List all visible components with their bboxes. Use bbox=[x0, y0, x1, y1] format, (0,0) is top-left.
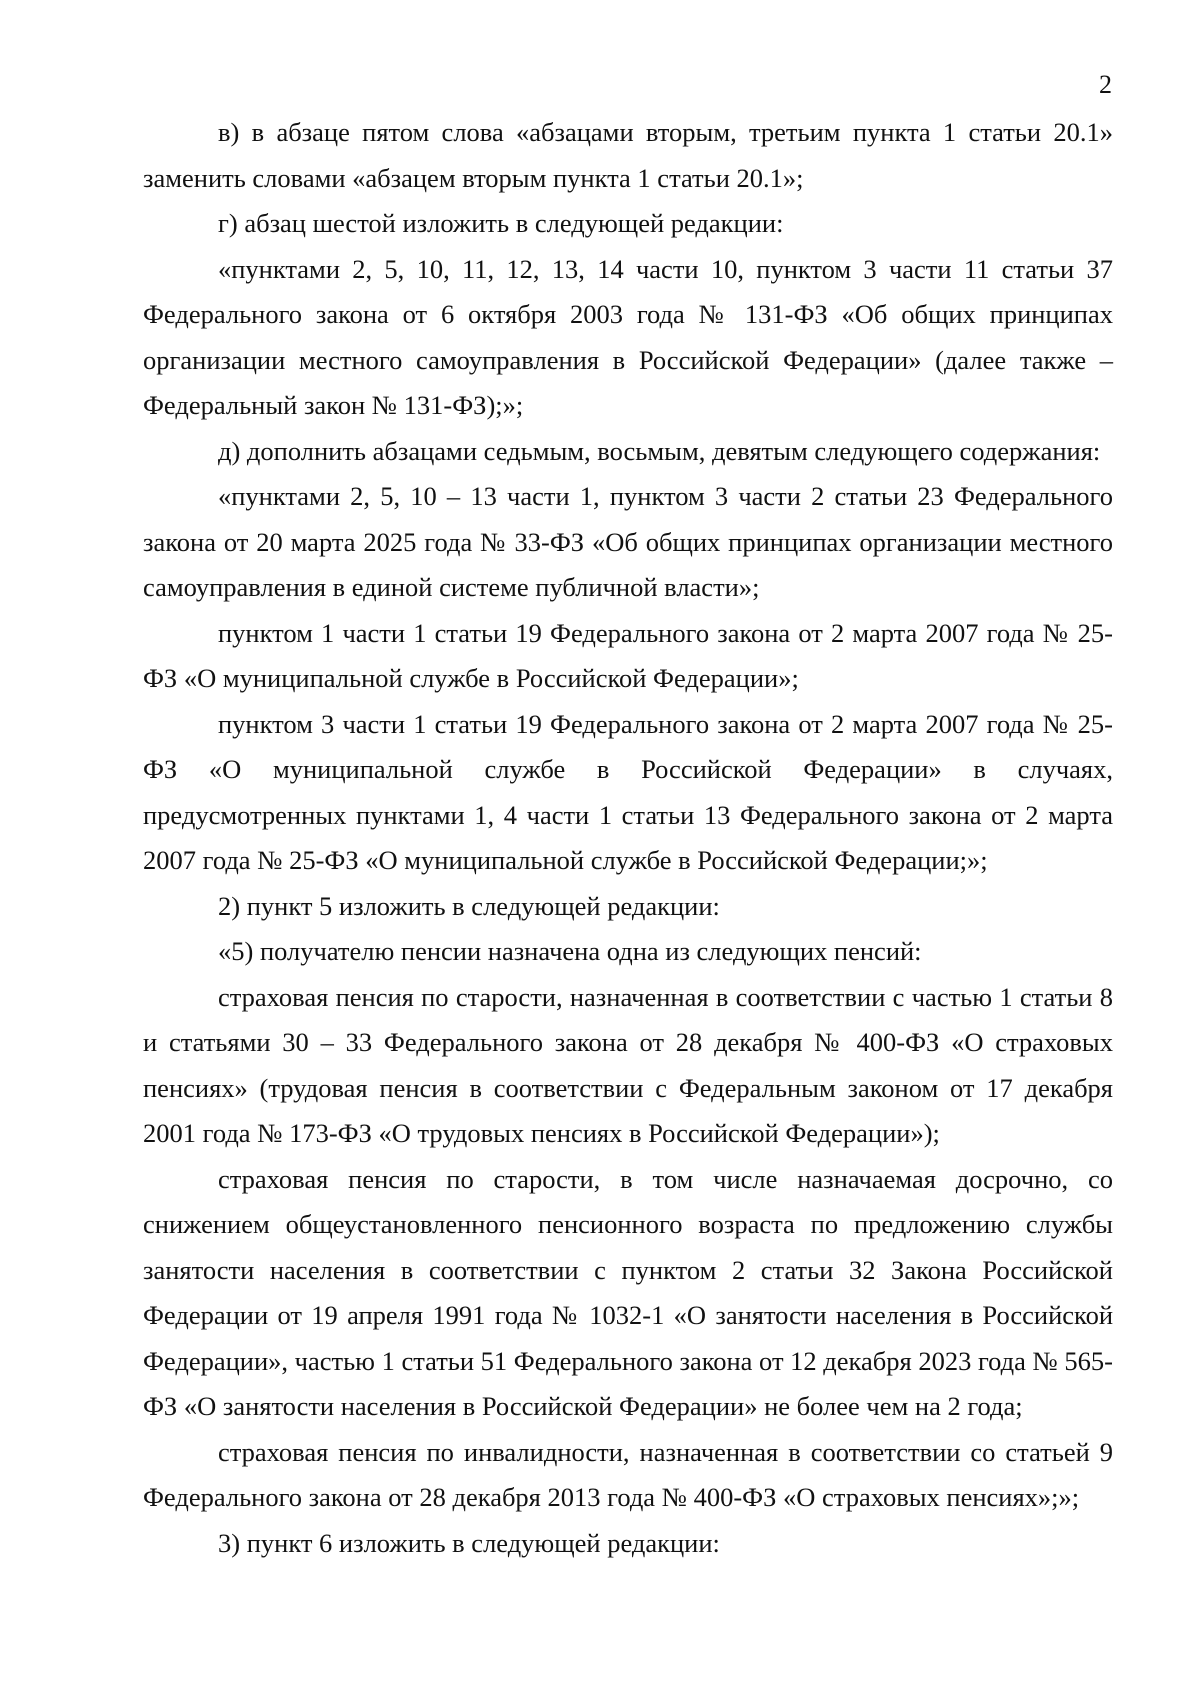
page-number: 2 bbox=[1099, 70, 1112, 99]
paragraph-disability-pension: страховая пенсия по инвалидности, назначенная в соответствии со статьей 9 Федерального закона от 28 декабря 2013 года № 400-ФЗ «О страховых пенсиях»;»; bbox=[143, 1436, 1113, 1512]
paragraph-early-pension: страховая пенсия по старости, в том числе назначаемая досрочно, со снижением общеустановленного пенсионного возраста по предложению службы занятости населения в соответствии с пунктом 2 статьи 32 Закона Российской Федерации от 19 апреля 1991 года № 1032-1 «О занятости населения в Российской Федерации», частью 1 статьи 51 Федерального закона от 12 декабря 2023 года № 565-ФЗ «О занятости населения в Российской Федерации» не более чем на 2 года; bbox=[143, 1163, 1113, 1421]
paragraph-item-3: 3) пункт 6 изложить в следующей редакции: bbox=[218, 1527, 720, 1558]
paragraph-old-age-pension: страховая пенсия по старости, назначенная в соответствии с частью 1 статьи 8 и статьями 30 – 33 Федерального закона от 28 декабря № 400-ФЗ «О страховых пенсиях» (трудовая пенсия в соответствии с Федеральным законом от 17 декабря 2001 года № 173-ФЗ «О трудовых пенсиях в Российской Федерации»); bbox=[143, 981, 1113, 1148]
paragraph-item-5: «5) получателю пенсии назначена одна из следующих пенсий: bbox=[218, 936, 922, 966]
paragraph-punkt-3: пунктом 3 части 1 статьи 19 Федерального закона от 2 марта 2007 года № 25-ФЗ «О муниципальной службе в Российской Федерации» в случаях, предусмотренных пунктами 1, 4 части 1 статьи 13 Федерального закона от 2 марта 2007 года № 25-ФЗ «О муниципальной службе в Российской Федерации;»; bbox=[143, 708, 1113, 875]
paragraph-item-2: 2) пункт 5 изложить в следующей редакции: bbox=[218, 890, 720, 921]
paragraph-d: д) дополнить абзацами седьмым, восьмым, девятым следующего содержания: bbox=[218, 435, 1101, 466]
document-body bbox=[143, 110, 1113, 1566]
paragraph-quote-23: «пунктами 2, 5, 10 – 13 части 1, пунктом 3 части 2 статьи 23 Федерального закона от 20 марта 2025 года № 33-ФЗ «Об общих принципах организации местного самоуправления в единой системе публичной власти»; bbox=[143, 481, 1113, 602]
paragraph-g: г) абзац шестой изложить в следующей редакции: bbox=[218, 208, 784, 238]
paragraph-punkt-1: пунктом 1 части 1 статьи 19 Федерального закона от 2 марта 2007 года № 25-ФЗ «О муниципальной службе в Российской Федерации»; bbox=[143, 617, 1113, 693]
paragraph-quote-37: «пунктами 2, 5, 10, 11, 12, 13, 14 части 10, пунктом 3 части 11 статьи 37 Федерального закона от 6 октября 2003 года № 131-ФЗ «Об общих принципах организации местного самоуправления в Российской Федерации» (далее также – Федеральный закон № 131-ФЗ);»; bbox=[143, 253, 1113, 420]
paragraph-v: в) в абзаце пятом слова «абзацами вторым, третьим пункта 1 статьи 20.1» заменить словами «абзацем вторым пункта 1 статьи 20.1»; bbox=[143, 117, 1113, 193]
